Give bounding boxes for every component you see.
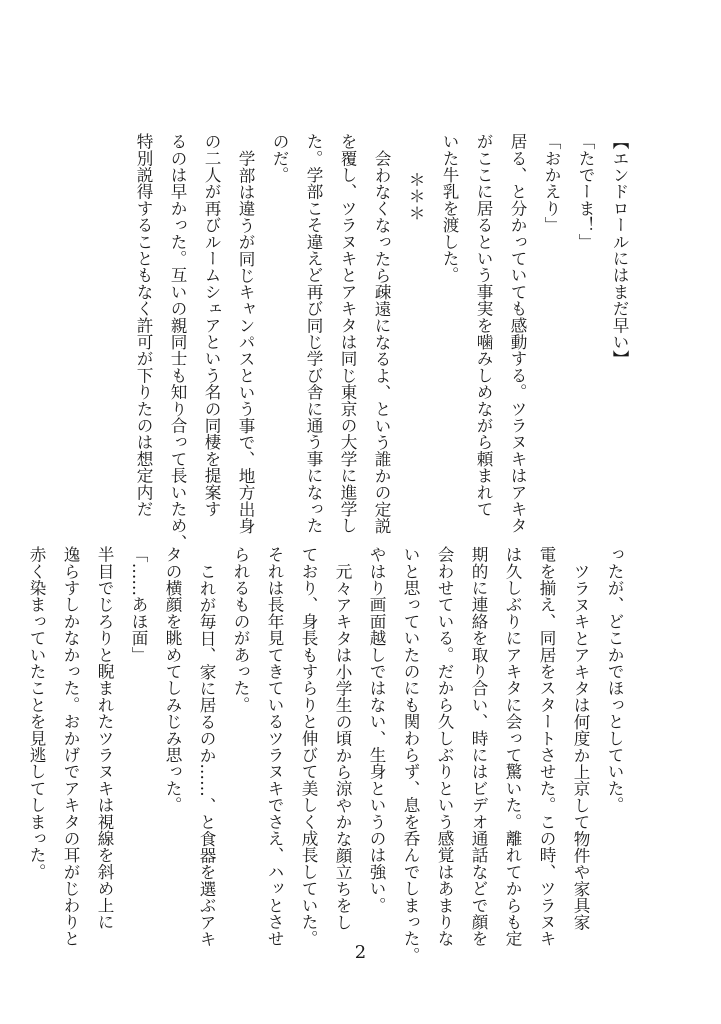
text-line: いた牛乳を渡した。 [440,133,459,284]
text-line: 赤く染まっていたことを見逃してしまった。 [27,546,46,880]
text-line: た。学部こそ違えど再び同じ学び舎に通う事になった [304,133,323,534]
lower-text-block [19,546,631,964]
text-line: いと思っていたのにも関わらず、息を呑んでしまった。 [401,546,420,964]
text-line: 会わせている。だから久しぶりという感覚はあまりな [435,546,454,947]
text-line: やはり画面越しではない、生身というのは強い。 [367,546,386,914]
text-line: 半目でじろりと睨まれたツラヌキは視線を斜め上に [95,546,114,931]
text-line: 会わなくなったら疎遠になるよ、という誰かの定説 [372,150,391,535]
text-line: それは長年見てきているツラヌキでさえ、ハッとさせ [265,546,284,947]
text-line: 元々アキタは小学生の頃から涼やかな顔立ちをし [333,563,352,931]
text-line: 「おかえり」 [542,133,561,234]
text-line: るのは早かった。互いの親同士も知り合って長いため、 [168,133,187,551]
text-line: のだ。 [270,133,289,184]
text-line: は久しぶりにアキタに会って驚いた。離れてからも定 [503,546,522,947]
text-line: を覆し、ツラヌキとアキタは同じ東京の大学に進学し [338,133,357,534]
text-line: 学部は違うが同じキャンパスという事で、地方出身 [236,150,255,535]
text-line: ており、身長もすらりと伸びて美しく成長していた。 [299,546,318,947]
text-line: ツラヌキとアキタは何度か上京して物件や家具家 [571,563,590,931]
text-line: これが毎日、家に居るのか……、と食器を選ぶアキ [197,563,216,948]
text-line: 居る、と分かっていても感動する。ツラヌキはアキタ [508,133,527,534]
text-line: 「たでーま！」 [576,133,595,250]
section-separator: ＊＊＊ [406,171,425,222]
text-line: 電を揃え、同居をスタートさせた。この時、ツラヌキ [537,546,556,947]
chapter-title: 【エンドロールにはまだ早い】 [610,133,629,367]
text-line: の二人が再びルームシェアという名の同棲を提案す [202,133,221,518]
text-line: 逸らすしかなかった。おかげでアキタの耳がじわりと [61,546,80,947]
text-line: タの横顔を眺めてしみじみ思った。 [163,546,182,814]
text-line: 特別説得することもなく許可が下りたのは想定内だ [134,133,153,518]
text-line: 「……あほ面」 [129,546,148,663]
text-line: 期的に連絡を取り合い、時にはビデオ通話などで顔を [469,546,488,947]
text-line: られるものがあった。 [231,546,250,713]
upper-text-block [126,133,636,551]
text-line: ったが、どこかでほっとしていた。 [605,546,624,814]
text-line: がここに居るという事実を噛みしめながら頼まれて [474,133,493,518]
page-number: 2 [354,942,367,963]
